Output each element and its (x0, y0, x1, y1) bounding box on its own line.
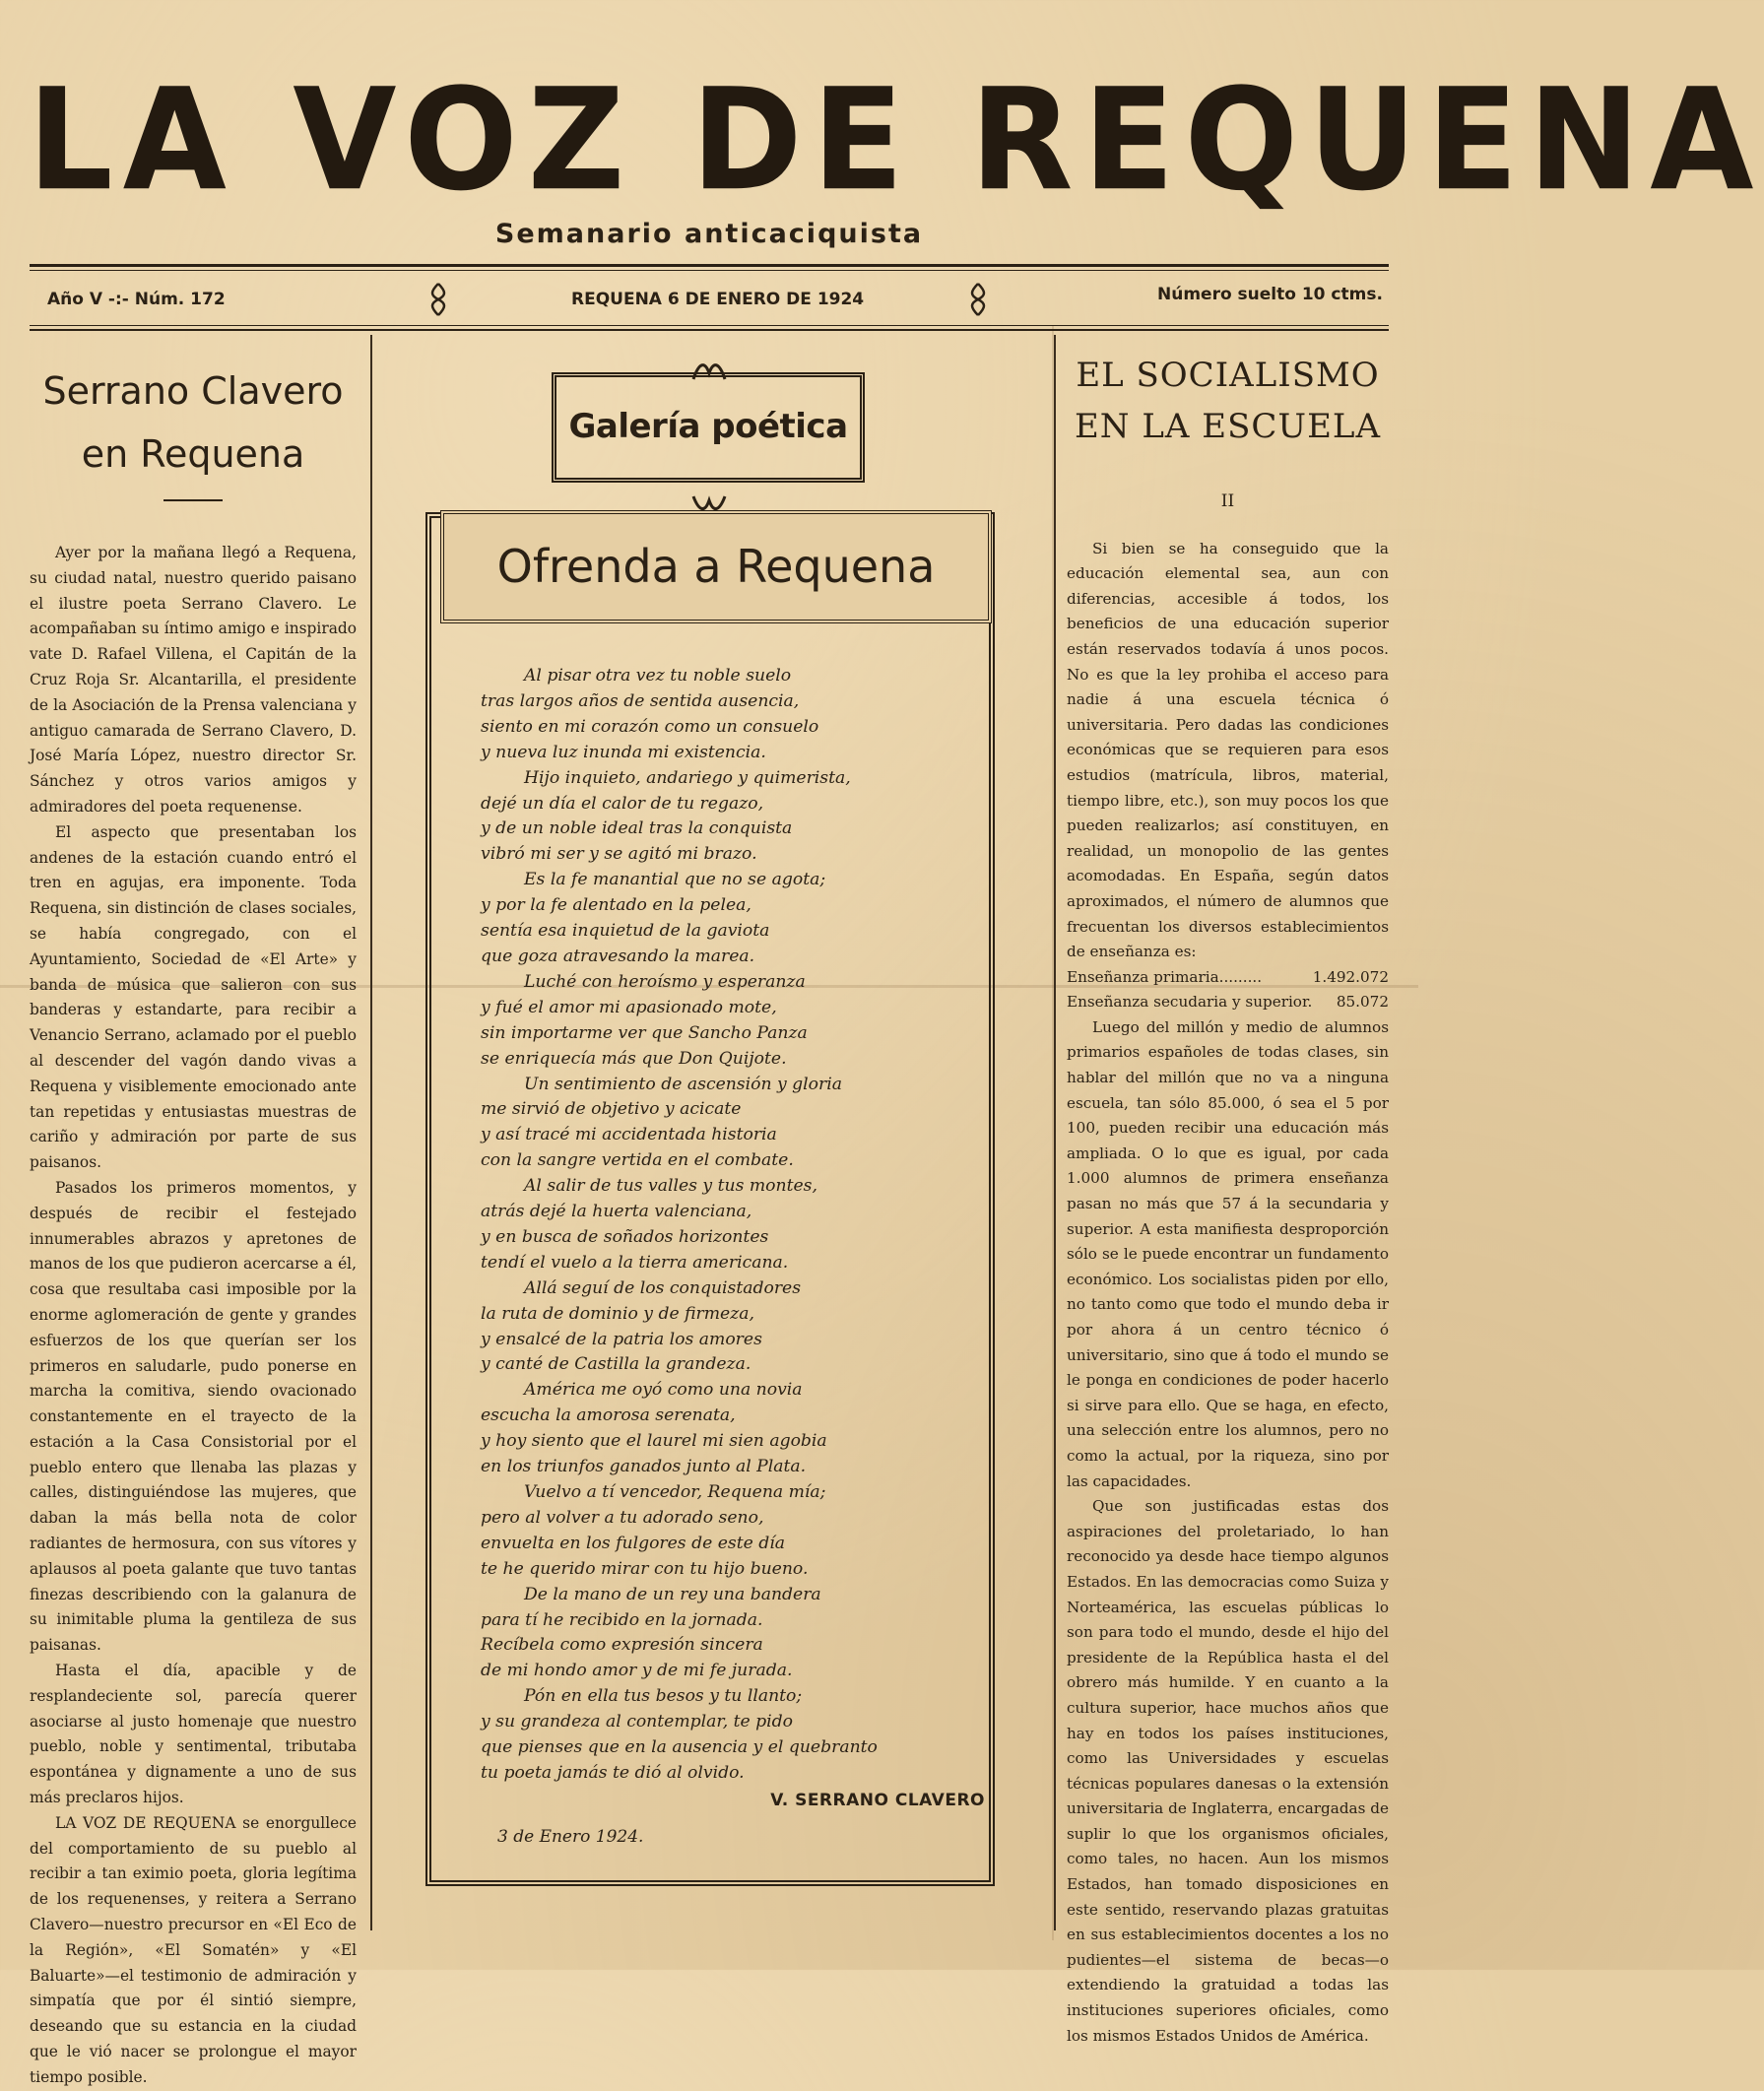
article-paragraph: LA VOZ DE REQUENA se enorgullece del comportamiento de su pueblo al recibir a tan eximio poeta, gloria legítima de los requenenses, y reitera a Serrano Clavero—nuestro precursor en «El Eco de la Región», «El Somatén» y «El Baluarte»—el testimonio de admiración y simpatía que por él sintió siempre, deseando que su estancia en la ciudad que le vió nacer se prolongue el mayor tiempo posible. (30, 1813, 357, 2086)
poem-line: sentía esa inquietud de la gaviota (481, 921, 770, 942)
poem-line: y fué el amor mi apasionado mote, (481, 997, 777, 1017)
poem-line: sin importarme ver que Sancho Panza (481, 1022, 808, 1043)
poem-line: en los triunfos ganados junto al Plata. (481, 1457, 807, 1477)
article-paragraph: Ayer por la mañana llegó a Requena, su ciudad natal, nuestro querido paisano el ilustre poeta Serrano Clavero. Le acompañaban su íntimo amigo e inspirado vate D. Rafael Villena, el Capitán de la Cruz Roja Sr. Alcantarilla, el presidente de la Asociación de la Prensa valenciana y antiguo camarada de Serrano Clavero, D. José María López, nuestro director Sr. Sánchez y otros varios amigos y admiradores del poeta requenense. (30, 544, 357, 816)
right-headline: EL SOCIALISMO EN LA ESCUELA (1074, 356, 1382, 446)
poem-date: 3 de Enero 1924. (497, 1827, 644, 1847)
poem-line: y nueva luz inunda mi existencia. (481, 742, 766, 762)
poem-line: y de un noble ideal tras la conquista (481, 818, 793, 839)
stat-row (1067, 965, 1389, 991)
gallery-title: Galería poética (568, 407, 848, 446)
flourish-ornament-icon (689, 359, 729, 385)
poem-line: atrás dejé la huerta valenciana, (481, 1202, 752, 1222)
article-paragraph: Luego del millón y medio de alumnos primarios españoles de todas clases, sin hablar del millón que no va a ninguna escuela, tan sólo 85.000, ó sea el 5 por 100, pueden recibir una educación más ampliada. O lo que es igual, por cada 1.000 alumnos de primera enseñanza pasan no más que 57 á la secundaria y superior. A esta manifiesta desproporción sólo se le puede encontrar un fundamento económico. Los socialistas piden por ello, no tanto como que todo el mundo deba ir por ahora á un centro técnico ó universitario, sino que á todo el mundo se le ponga en condiciones de poder hacerlo si sirve para ello. Que se haga, en efecto, una selección entre los alumnos, pero no como la actual, por la riqueza, sino por las capacidades. (1067, 1017, 1389, 1490)
article-paragraph: El aspecto que presentaban los andenes de la estación cuando entró el tren en agujas, era imponente. Toda Requena, sin distinción de clases sociales, se había congregado, con el Ayuntamiento, Sociedad de «El Arte» y banda de música que salieron con sus banderas y estandarte, para recibir a Venancio Serrano, aclamado por el pueblo al descender del vagón dando vivas a Requena y visiblemente emocionado ante tan repetidas y entusiastas muestras de cariño y admiración por parte de sus paisanos. (30, 822, 357, 1172)
price: Número suelto 10 ctms. (1157, 285, 1383, 304)
poem-line: Pón en ella tus besos y tu llanto; (524, 1686, 803, 1707)
article-paragraph: Si bien se ha conseguido que la educación elemental sea, aun con diferencias, accesible á todos, los beneficios de una educación superior están reservados todavía á unos pocos. No es que la ley prohiba el acceso para nadie á una escuela técnica ó universitaria. Pero dadas las condiciones económicas que se requieren para esos estudios (matrícula, libros, material, tiempo libre, etc.), son muy pocos los que pueden realizarlos; así constituyen, en realidad, un monopolio de las gentes acomodadas. En España, según datos aproximados, el número de alumnos que frecuentan los diversos establecimientos de enseñanza es: (1067, 539, 1389, 961)
poem-line: te he querido mirar con tu hijo bueno. (481, 1558, 809, 1579)
issue-number: Año V -:- Núm. 172 (47, 290, 226, 309)
under-rule (30, 325, 1389, 326)
poem-line: y por la fe alentado en la pelea, (481, 895, 751, 916)
top-rule-thin (30, 270, 1389, 271)
poem-line: pero al volver a tu adorado seno, (481, 1507, 764, 1528)
under-rule-thick (30, 329, 1389, 331)
poem-line: me sirvió de objetivo y acicate (481, 1099, 742, 1120)
poem-line: que pienses que en la ausencia y el quebranto (481, 1737, 878, 1758)
stat-row (1067, 990, 1389, 1015)
left-article (30, 340, 357, 2091)
top-rule (30, 264, 1389, 267)
poem-line: dejé un día el calor de tu regazo, (481, 793, 764, 814)
poem-line: Hijo inquieto, andariego y quimerista, (524, 767, 851, 788)
left-headline: Serrano Clavero en Requena (42, 369, 344, 476)
section-number: II (1220, 491, 1235, 511)
poem-line: Es la fe manantial que no se agota; (524, 870, 826, 890)
poem-line: Al salir de tus valles y tus montes, (524, 1176, 817, 1197)
poem-line: Vuelvo a tí vencedor, Requena mía; (524, 1482, 826, 1502)
poem-line: se enriquecía más que Don Quijote. (481, 1048, 787, 1069)
article-paragraph: Que son justificadas estas dos aspiraciones del proletariado, lo han reconocido ya desde hace tiempo algunos Estados. En las democracias como Suiza y Norteamérica, las escuelas públicas lo son para todo el mundo, desde el hijo del presidente de la República hasta el del obrero más humilde. Y en cuanto a la cultura superior, hace muchos años que hay en todos los países instituciones, como las Universidades y escuelas técnicas populares danesas o la extensión universitaria de Inglaterra, encargadas de suplir lo que los organismos oficiales, como tales, no hacen. Aun los mismos Estados, han tomado disposiciones en este sentido, reservando plazas gratuitas en sus establecimientos docentes a los no pudientes—el sistema de becas—o extendiendo la gratuidad a todas las instituciones superiores oficiales, como los mismos Estados Unidos de América. (1067, 1497, 1389, 2045)
poem-line: y canté de Castilla la grandeza. (481, 1354, 751, 1375)
stat-value: 85.072 (1336, 993, 1389, 1012)
column-divider-left (370, 335, 372, 1930)
gallery-header (552, 372, 865, 483)
poem-line: Un sentimiento de ascensión y gloria (524, 1074, 842, 1094)
poem-line: Al pisar otra vez tu noble suelo (524, 666, 792, 686)
poem-line: para tí he recibido en la jornada. (481, 1609, 763, 1630)
poem-title-box (440, 510, 992, 623)
poem-line: Luché con heroísmo y esperanza (524, 971, 806, 992)
stat-value: 1.492.072 (1312, 967, 1389, 986)
poem-line: tendí el vuelo a la tierra americana. (481, 1252, 789, 1273)
flourish-ornament-icon (428, 282, 448, 317)
poem-line: que goza atravesando la marea. (481, 946, 755, 966)
article-paragraph: Hasta el día, apacible y de resplandeciente sol, parecía querer asociarse al justo homenaje que nuestro pueblo, noble y sentimental, tributaba espontánea y dignamente a uno de sus más preclaros hijos. (30, 1662, 357, 1807)
article-paragraph: Pasados los primeros momentos, y después de recibir el festejado innumerables abrazos y apretones de manos de los que pudieron acercarse a él, cosa que resultaba casi imposible por la enorme aglomeración de gente y grandes esfuerzos de los que querían ser los primeros en saludarle, pudo ponerse en marcha la comitiva, siendo ovacionado constantemente en el trayecto de la estación a la Casa Consistorial por el pueblo entero que llenaba las plazas y calles, distinguiéndose las mujeres, que daban la más bella nota de color radiantes de hermosura, con sus vítores y aplausos al poeta galante que tuvo tantas finezas describiendo con la galanura de su inimitable pluma la gentileza de sus paisanas. (30, 1178, 357, 1655)
stat-label: Enseñanza secudaria y superior. (1067, 993, 1313, 1012)
poem-title: Ofrenda a Requena (496, 540, 936, 593)
dateline: REQUENA 6 DE ENERO DE 1924 (571, 290, 865, 309)
stat-label: Enseñanza primaria......... (1067, 967, 1263, 986)
poem-line: siento en mi corazón como un consuelo (481, 716, 819, 737)
masthead-subtitle: Semanario anticaciquista (494, 219, 924, 249)
poem-line: y su grandeza al contemplar, te pido (481, 1712, 794, 1732)
poem-line: con la sangre vertida en el combate. (481, 1150, 794, 1171)
poem-line: y hoy siento que el laurel mi sien agobia (481, 1431, 827, 1452)
poem-line: y en busca de soñados horizontes (481, 1226, 769, 1247)
headline-divider (163, 499, 223, 501)
poem-line: y así tracé mi accidentada historia (481, 1125, 777, 1145)
poem-line: la ruta de dominio y de firmeza, (481, 1303, 754, 1324)
masthead-title: LA VOZ DE REQUENA (28, 59, 1764, 223)
poem-line: De la mano de un rey una bandera (524, 1584, 821, 1604)
poem-line: vibró mi ser y se agitó mi brazo. (481, 844, 757, 865)
flourish-ornament-icon (968, 282, 988, 317)
poem-line: Recíbela como expresión sincera (481, 1635, 763, 1656)
poem-line: Allá seguí de los conquistadores (524, 1277, 802, 1298)
poem-line: envuelta en los fulgores de este día (481, 1533, 786, 1553)
poem-line: escucha la amorosa serenata, (481, 1405, 736, 1426)
right-article (1067, 340, 1389, 2049)
poem-line: y ensalcé de la patria los amores (481, 1329, 762, 1349)
poem-line: de mi hondo amor y de mi fe jurada. (481, 1661, 793, 1681)
poem-body (481, 664, 973, 1787)
poem-line: tu poeta jamás te dió al olvido. (481, 1762, 745, 1783)
column-divider-right (1054, 335, 1056, 1930)
poem-line: América me oyó como una novia (524, 1380, 803, 1401)
poem-line: tras largos años de sentida ausencia, (481, 690, 800, 711)
poem-author: V. SERRANO CLAVERO (770, 1791, 985, 1810)
